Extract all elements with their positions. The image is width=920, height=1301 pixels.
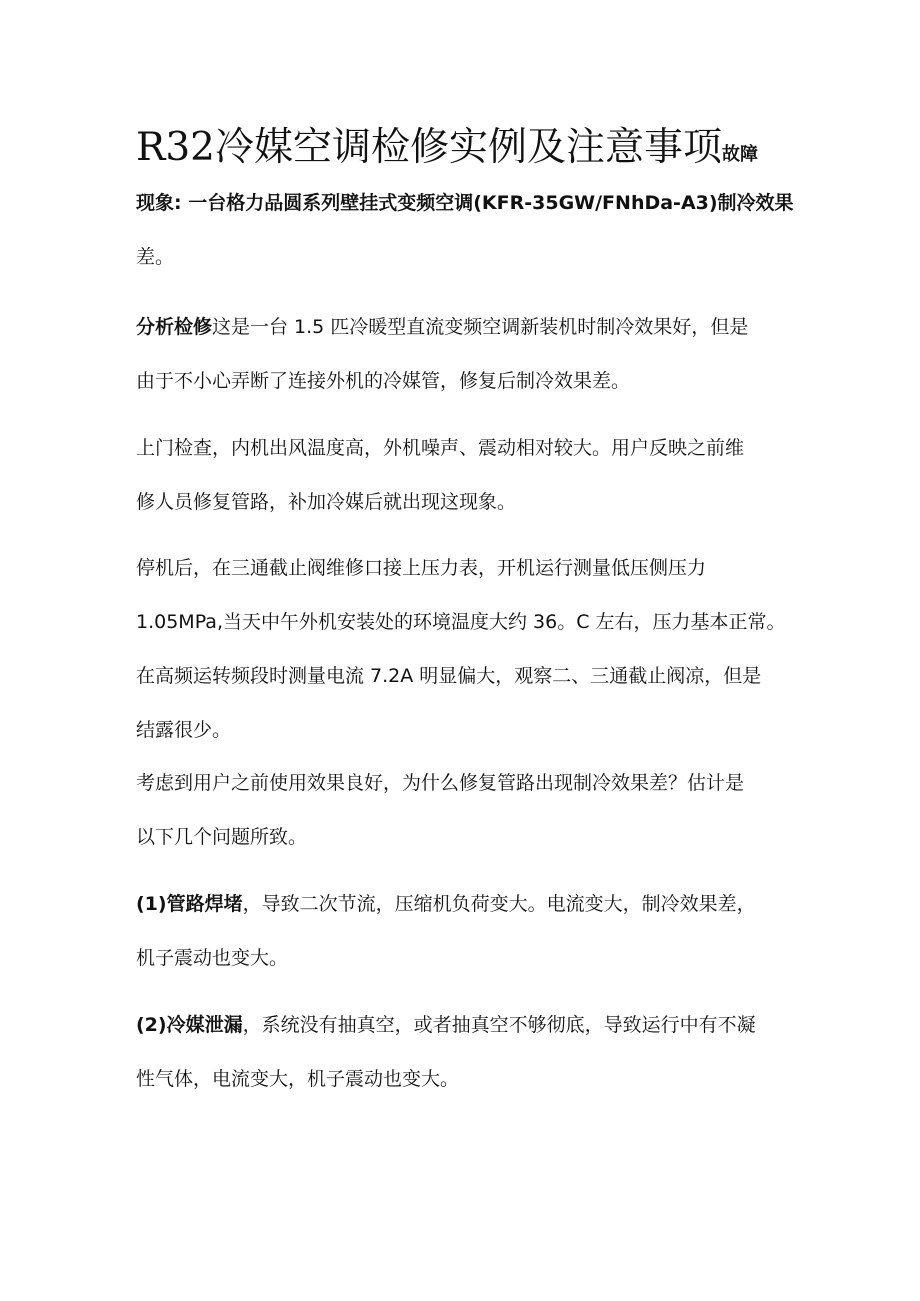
paragraph-cause-1 bbox=[136, 877, 796, 985]
cause1-line-1 bbox=[136, 877, 796, 931]
phenomenon-line-2: 差。 bbox=[136, 246, 175, 268]
paragraph-consideration bbox=[136, 756, 796, 864]
measurement-line-3: 在高频运转频段时测量电流 7.2A 明显偏大，观察二、三通截止阀凉，但是 bbox=[136, 665, 762, 687]
paragraph-measurement bbox=[136, 541, 796, 757]
phenomenon-text-1: 一台格力品圆系列壁挂式变频空调(KFR-35GW/FNhDa-A3)制冷效果 bbox=[181, 192, 794, 214]
cause1-label: (1)管路焊堵 bbox=[136, 893, 243, 915]
phenomenon-line-1 bbox=[136, 176, 796, 230]
document-title bbox=[136, 122, 816, 181]
cause2-text-1: ，系统没有抽真空，或者抽真空不够彻底，导致运行中有不凝 bbox=[242, 1014, 756, 1036]
cause2-line-2: 性气体，电流变大，机子震动也变大。 bbox=[136, 1068, 460, 1090]
paragraph-phenomenon bbox=[136, 176, 796, 284]
consideration-line-1: 考虑到用户之前使用效果良好，为什么修复管路出现制冷效果差？估计是 bbox=[136, 772, 745, 794]
measurement-line-1: 停机后，在三通截止阀维修口接上压力表，开机运行测量低压侧压力 bbox=[136, 557, 707, 579]
analysis-text-1: 这是一台 1.5 匹冷暖型直流变频空调新装机时制冷效果好，但是 bbox=[212, 316, 749, 338]
analysis-line-1 bbox=[136, 300, 796, 354]
cause2-line-1 bbox=[136, 998, 796, 1052]
inspection-line-1: 上门检查，内机出风温度高，外机噪声、震动相对较大。用户反映之前维 bbox=[136, 437, 745, 459]
title-main: R32冷媒空调检修实例及注意事项 bbox=[136, 125, 722, 170]
analysis-label: 分析检修 bbox=[136, 316, 213, 338]
inspection-line-2: 修人员修复管路，补加冷媒后就出现这现象。 bbox=[136, 491, 517, 513]
cause1-text-1: ，导致二次节流，压缩机负荷变大。电流变大，制冷效果差， bbox=[242, 893, 756, 915]
paragraph-analysis bbox=[136, 300, 796, 408]
phenomenon-label: 现象: bbox=[136, 192, 182, 214]
cause1-line-2: 机子震动也变大。 bbox=[136, 947, 289, 969]
analysis-line-2: 由于不小心弄断了连接外机的冷媒管，修复后制冷效果差。 bbox=[136, 370, 631, 392]
measurement-line-4: 结露很少。 bbox=[136, 719, 232, 741]
paragraph-cause-2 bbox=[136, 998, 796, 1106]
measurement-line-2: 1.05MPa,当天中午外机安装处的环境温度大约 36。C 左右，压力基本正常。 bbox=[136, 611, 786, 633]
consideration-line-2: 以下几个问题所致。 bbox=[136, 826, 308, 848]
title-tail: 故障 bbox=[722, 144, 758, 165]
paragraph-inspection bbox=[136, 421, 796, 529]
cause2-label: (2)冷媒泄漏 bbox=[136, 1014, 243, 1036]
